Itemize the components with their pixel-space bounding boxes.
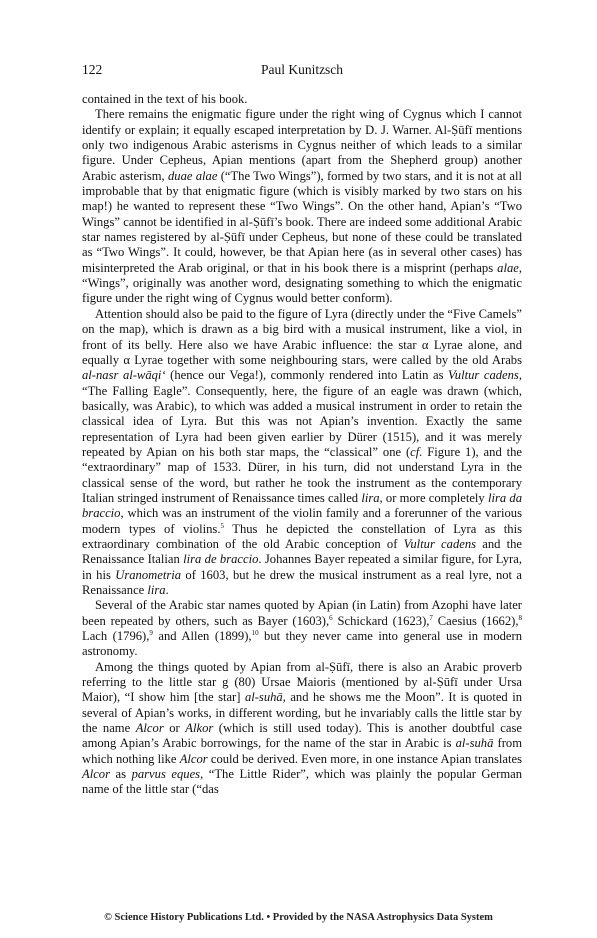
- page-number: 122: [82, 62, 103, 77]
- body-text: [82, 92, 522, 798]
- running-head: Paul Kunitzsch: [260, 62, 344, 77]
- page-header: [82, 62, 522, 80]
- paragraph: Among the things quoted by Apian from al-Ṣūfī, there is also an Arabic proverb referring to the little star g (80) Ursae Maioris (mentioned by al-Ṣūfī under Ursa Maior), “I show him [the star] al-suhā, and he shows me the Moon”. It is quoted in several of Apian’s works, in different wording, but he invariably calls the little star by the name Alcor or Alkor (which is still used today). This is another doubtful case among Apian’s Arabic borrowings, for the name of the star in Arabic is al-suhā from which nothing like Alcor could be derived. Even more, in one instance Apian translates Alcor as parvus eques, “The Little Rider”, which was plainly the popular German name of the little star (“das: [82, 659, 523, 797]
- paragraph: contained in the text of his book.: [82, 92, 248, 106]
- footer-credit: © Science History Publications Ltd. • Provided by the NASA Astrophysics Data System: [104, 912, 493, 923]
- paragraph: Several of the Arabic star names quoted by Apian (in Latin) from Azophi have later been repeated by others, such as Bayer (1603),$^6$ Schickard (1623),$^7$ Caesius (1662),$^8$ Lach (1796),$^9$ and Allen (1899),$^{10}$ but they never came into general use in modern astronomy.: [82, 598, 522, 659]
- paragraph: Attention should also be paid to the figure of Lyra (directly under the “Five Camels” on the map), which is drawn as a big bird with a musical instrument, like a viol, in front of its belly. Here also we have Arabic influence: the star α Lyrae alone, and equally α Lyrae together with some neighbouring stars, were called by the old Arabs al-nasr al-wāqi‘ (hence our Vega!), commonly rendered into Latin as Vultur cadens, “The Falling Eagle”. Consequently, here, the figure of an eagle was drawn (which, basically, was Arabic), to which was added a musical instrument in order to retain the classical idea of Lyra. But this was not Apian’s invention. Exactly the same representation of Lyra had been given earlier by Dürer (1515), and it was merely repeated by Apian on his both star maps, the “classical” one (cf. Figure 1), and the “extraordinary” map of 1533. Dürer, in his turn, did not understand Lyra in the classical sense of the word, but rather he took the instrument as the contemporary Italian stringed instrument of Renaissance times called lira, or more completely lira da braccio, which was an instrument of the violin family and a forerunner of the various modern types of violins.$^5$ Thus he depicted the constellation of Lyra as this extraordinary combination of the old Arabic conception of Vultur cadens and the Renaissance Italian lira de braccio. Johannes Bayer repeated a similar figure, for Lyra, in his Uranometria of 1603, but he drew the musical instrument as a real lyre, not a Renaissance lira.: [82, 306, 522, 597]
- paragraph: There remains the enigmatic figure under the right wing of Cygnus which I cannot identify or explain; it equally escaped interpretation by D. J. Warner. Al-Ṣūfī mentions only two indigenous Arabic asterisms in Cygnus neither of which leads to a similar figure. Under Cepheus, Apian mentions (apart from the Shepherd group) another Arabic asterism, duae alae (“The Two Wings”), formed by two stars, and it is not at all improbable that by that enigmatic figure (which is visibly marked by two stars on his map!) he wanted to represent these “Two Wings”. On the other hand, Apian’s “Two Wings” cannot be identified in al-Ṣūfī’s book. There are indeed some additional Arabic star names registered by al-Ṣūfī under Cepheus, but none of these could be translated as “Two Wings”. It could, however, be that Apian here (as in several other cases) has misinterpreted the Arab original, or that in his book there is a misprint (perhaps alae, “Wings”, originally was another word, designating something to which the enigmatic figure under the right wing of Cygnus would better conform).: [82, 107, 522, 306]
